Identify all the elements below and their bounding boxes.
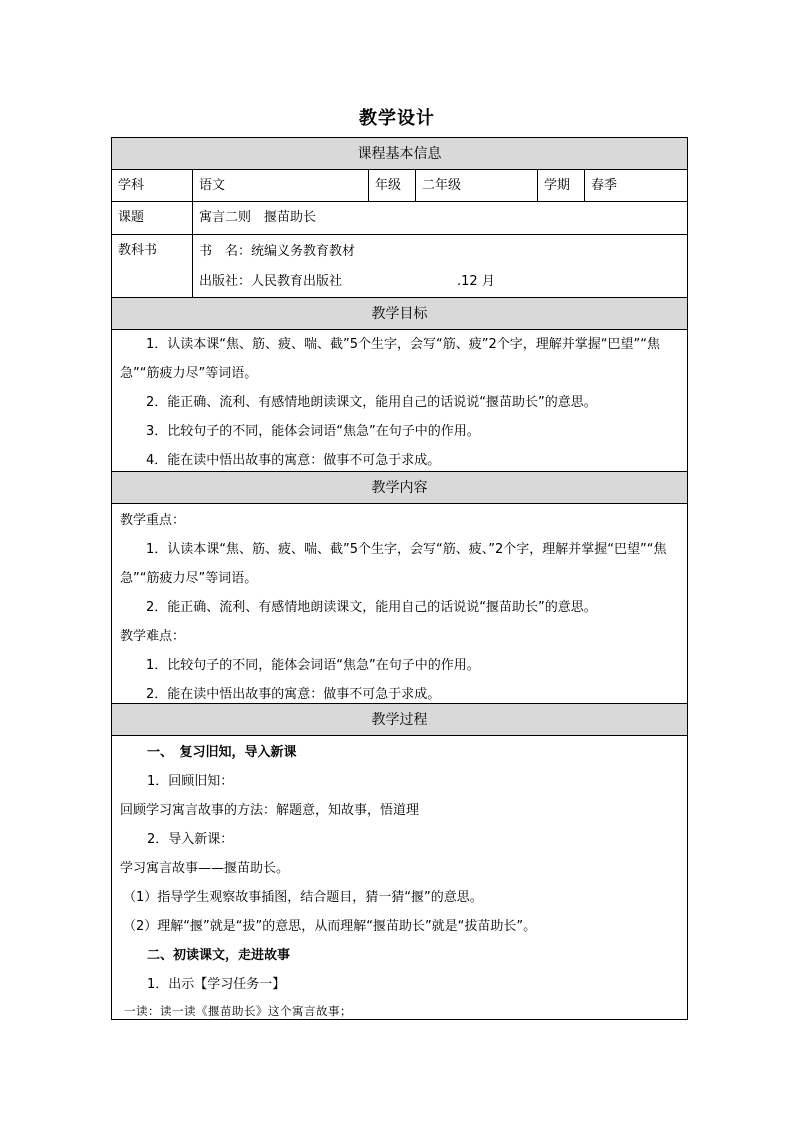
goal-item: 4．能在读中悟出故事的寓意：做事不可急于求成。 xyxy=(146,453,441,468)
goal-item: 1．认读本课“焦、筋、疲、喘、截”5个生字，会写“筋、疲”2个字，理解并掌握“巴望”“焦急”“筋疲力尽”等词语。 xyxy=(120,337,660,381)
process-body xyxy=(112,736,687,1019)
process-subitem: （2）理解“揠”就是“拔”的意思，从而理解“揠苗助长”就是“拔苗助长”。 xyxy=(123,919,537,934)
process-part2-title: 二、初读课文，走进故事 xyxy=(147,948,291,963)
process-text: 回顾学习寓言故事的方法：解题意，知故事，悟道理 xyxy=(120,803,420,818)
key-points-label: 教学重点： xyxy=(120,513,186,528)
topic-row xyxy=(112,202,687,235)
key-point-item: 1．认读本课“焦、筋、疲、喘、截”5个生字，会写“筋、疲、”2个字，理解并掌握“巴望”“焦急”“筋疲力尽”等词语。 xyxy=(120,542,667,586)
subject-value: 语文 xyxy=(192,170,368,201)
grade-label: 年级 xyxy=(368,170,415,201)
process-step: 1．回顾旧知： xyxy=(147,774,234,789)
process-step: 2．导入新课： xyxy=(147,832,234,847)
section-header-goals: 教学目标 xyxy=(112,298,687,330)
difficulty-item: 1．比较句子的不同，能体会词语“焦急”在句子中的作用。 xyxy=(146,658,480,673)
process-part1-title: 一、 复习旧知，导入新课 xyxy=(147,745,297,760)
term-value: 春季 xyxy=(584,170,687,201)
content-body xyxy=(112,504,687,704)
section-header-content: 教学内容 xyxy=(112,472,687,504)
document-title: 教学设计 xyxy=(359,108,435,129)
key-point-item: 2．能正确、流利、有感情地朗读课文，能用自己的话说说“揠苗助长”的意思。 xyxy=(146,600,597,615)
basic-info-row xyxy=(112,170,687,202)
topic-label: 课题 xyxy=(118,210,145,225)
process-task-text: 一读：读一读《揠苗助长》这个寓言故事； xyxy=(124,1004,352,1018)
publisher-line xyxy=(199,267,687,297)
lesson-plan-table xyxy=(111,137,688,1020)
grade-value: 二年级 xyxy=(415,170,537,201)
goals-body xyxy=(112,330,687,472)
book-name-line: 书 名：统编义务教育教材 xyxy=(199,244,356,259)
textbook-row xyxy=(112,235,687,298)
goal-item: 2．能正确、流利、有感情地朗读课文，能用自己的话说说“揠苗助长”的意思。 xyxy=(146,395,597,410)
process-text: 学习寓言故事——揠苗助长。 xyxy=(120,861,290,876)
publish-date: .12 月 xyxy=(457,274,495,289)
section-header-process: 教学过程 xyxy=(112,704,687,736)
publisher-text: 出版社：人民教育出版社 xyxy=(199,274,343,289)
subject-label: 学科 xyxy=(118,178,145,193)
goal-item: 3．比较句子的不同，能体会词语“焦急”在句子中的作用。 xyxy=(146,424,480,439)
topic-value: 寓言二则 揠苗助长 xyxy=(192,202,687,234)
textbook-label: 教科书 xyxy=(118,243,158,258)
difficulty-item: 2．能在读中悟出故事的寓意：做事不可急于求成。 xyxy=(146,687,441,702)
textbook-info xyxy=(192,235,687,297)
section-header-basic-info: 课程基本信息 xyxy=(112,138,687,170)
difficulty-label: 教学难点： xyxy=(120,629,186,644)
process-subitem: （1）指导学生观察故事插图，结合题目，猜一猜“揠”的意思。 xyxy=(123,890,483,905)
process-step: 1．出示【学习任务一】 xyxy=(147,977,286,992)
term-label: 学期 xyxy=(537,170,584,201)
